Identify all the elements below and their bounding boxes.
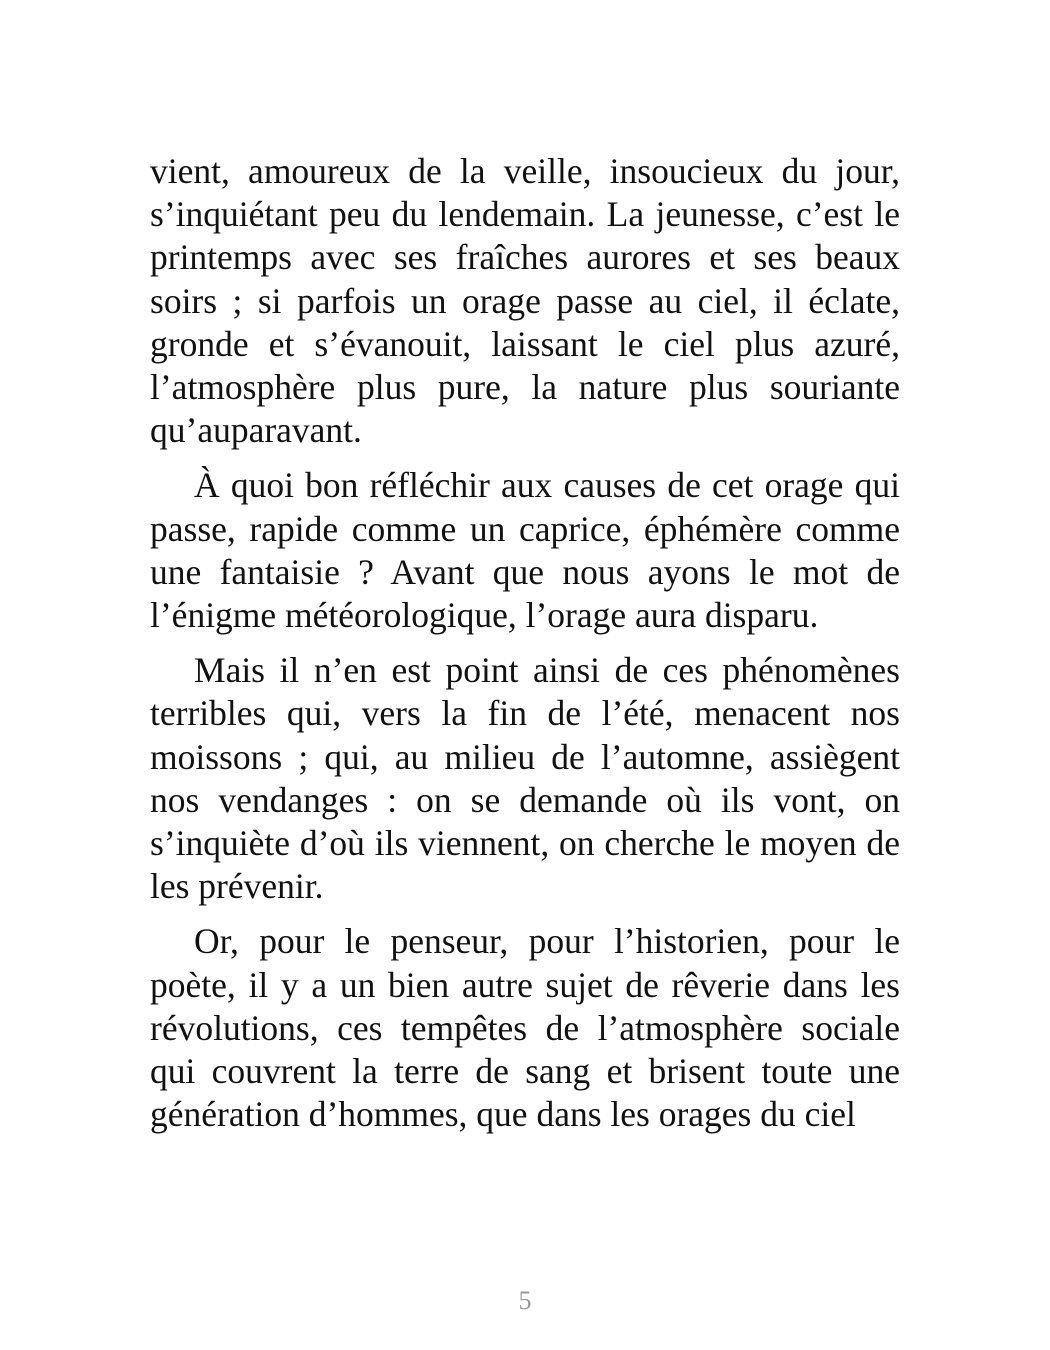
paragraph-storm-question: À quoi bon réfléchir aux causes de cet orage qui passe, rapide comme un caprice, éphémère comme une fantaisie ? Avant que nous ayons le mot de l’énigme météorologique, l’orage aura disparu.: [150, 465, 900, 636]
page-body: [150, 150, 900, 1148]
paragraph-revolutions: Or, pour le penseur, pour l’historien, pour le poète, il y a un bien autre sujet de rêverie dans les révolutions, ces tempêtes de l’atmosphère sociale qui couvrent la terre de sang et brisent toute une génération d’hommes, que dans les orages du ciel: [150, 921, 900, 1135]
paragraph-terrible-phenomena: Mais il n’en est point ainsi de ces phénomènes terribles qui, vers la fin de l’été, menacent nos moissons ; qui, au milieu de l’automne, assiègent nos vendanges : on se demande où ils vont, on s’inquiète d’où ils viennent, on cherche le moyen de les prévenir.: [150, 650, 900, 907]
page-number: 5: [518, 1286, 532, 1315]
paragraph-continuation: vient, amoureux de la veille, insoucieux du jour, s’inquiétant peu du lendemain. La jeunesse, c’est le printemps avec ses fraîches aurores et ses beaux soirs ; si parfois un orage passe au ciel, il éclate, gronde et s’évanouit, laissant le ciel plus azuré, l’atmosphère plus pure, la nature plus souriante qu’auparavant.: [150, 151, 900, 451]
